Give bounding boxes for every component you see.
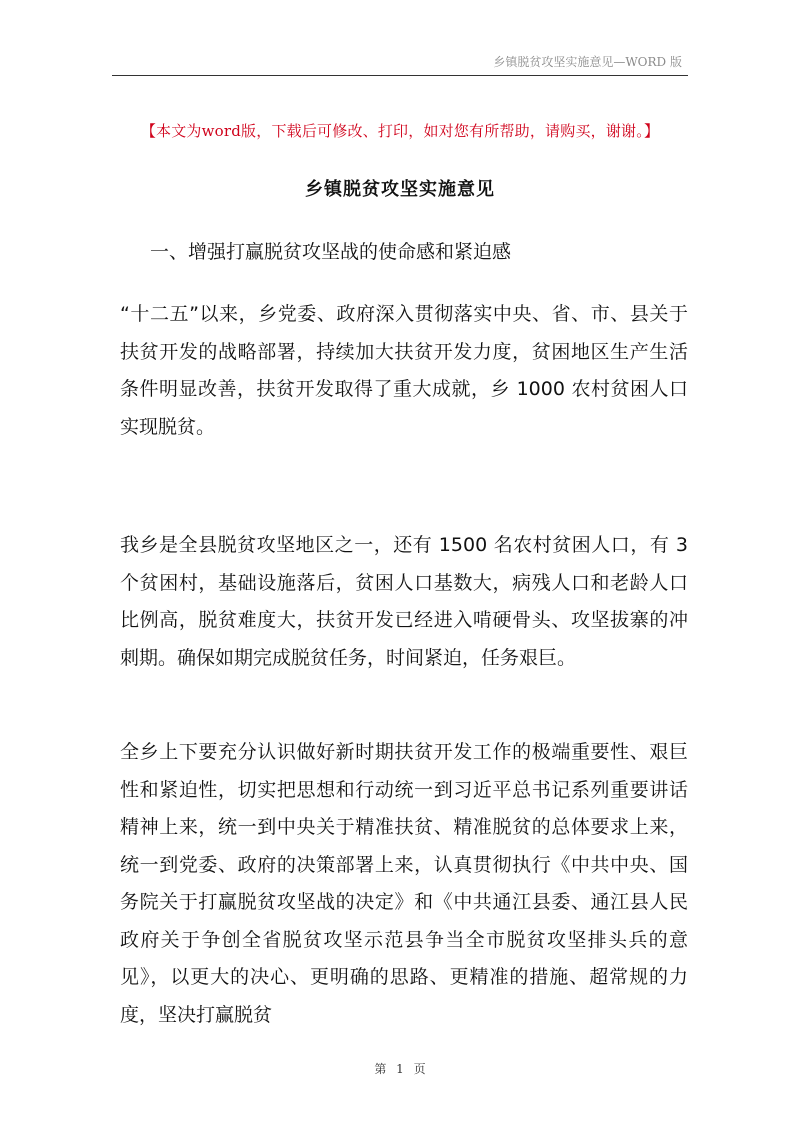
header-divider (112, 75, 688, 76)
paragraph: “十二五”以来，乡党委、政府深入贯彻落实中央、省、市、县关于扶贫开发的战略部署，持续加大扶贫开发力度，贫困地区生产生活条件明显改善，扶贫开发取得了重大成就，乡 1000 农村贫困人口实现脱贫。 (120, 303, 688, 438)
page-prefix: 第 (374, 1062, 387, 1076)
page-number: 1 (396, 1062, 404, 1076)
paragraph: 全乡上下要充分认识做好新时期扶贫开发工作的极端重要性、艰巨性和紧迫性，切实把思想和行动统一到习近平总书记系列重要讲话精神上来，统一到中央关于精准扶贫、精准脱贫的总体要求上来，统一到党委、政府的决策部署上来，认真贯彻执行《中共中央、国务院关于打赢脱贫攻坚战的决定》和《中共通江县委、通江县人民政府关于争创全省脱贫攻坚示范县争当全市脱贫攻坚排头兵的意见》，以更大的决心、更明确的思路、更精准的措施、超常规的力度，坚决打赢脱贫 (120, 741, 688, 1026)
document-title: 乡镇脱贫攻坚实施意见 (305, 179, 495, 200)
download-notice: 【本文为word版，下载后可修改、打印，如对您有所帮助，请购买，谢谢。】 (140, 122, 660, 140)
page-suffix: 页 (413, 1062, 426, 1076)
paragraph: 我乡是全县脱贫攻坚地区之一，还有 1500 名农村贫困人口，有 3 个贫困村，基础设施落后，贫困人口基数大，病残人口和老龄人口比例高，脱贫难度大，扶贫开发已经进入啃硬骨头、攻坚拔寨的冲刺期。确保如期完成脱贫任务，时间紧迫，任务艰巨。 (120, 534, 688, 669)
running-header: 乡镇脱贫攻坚实施意见—WORD 版 (493, 55, 682, 69)
page-footer (0, 1060, 800, 1077)
section-heading: 一、增强打赢脱贫攻坚战的使命感和紧迫感 (150, 241, 512, 263)
